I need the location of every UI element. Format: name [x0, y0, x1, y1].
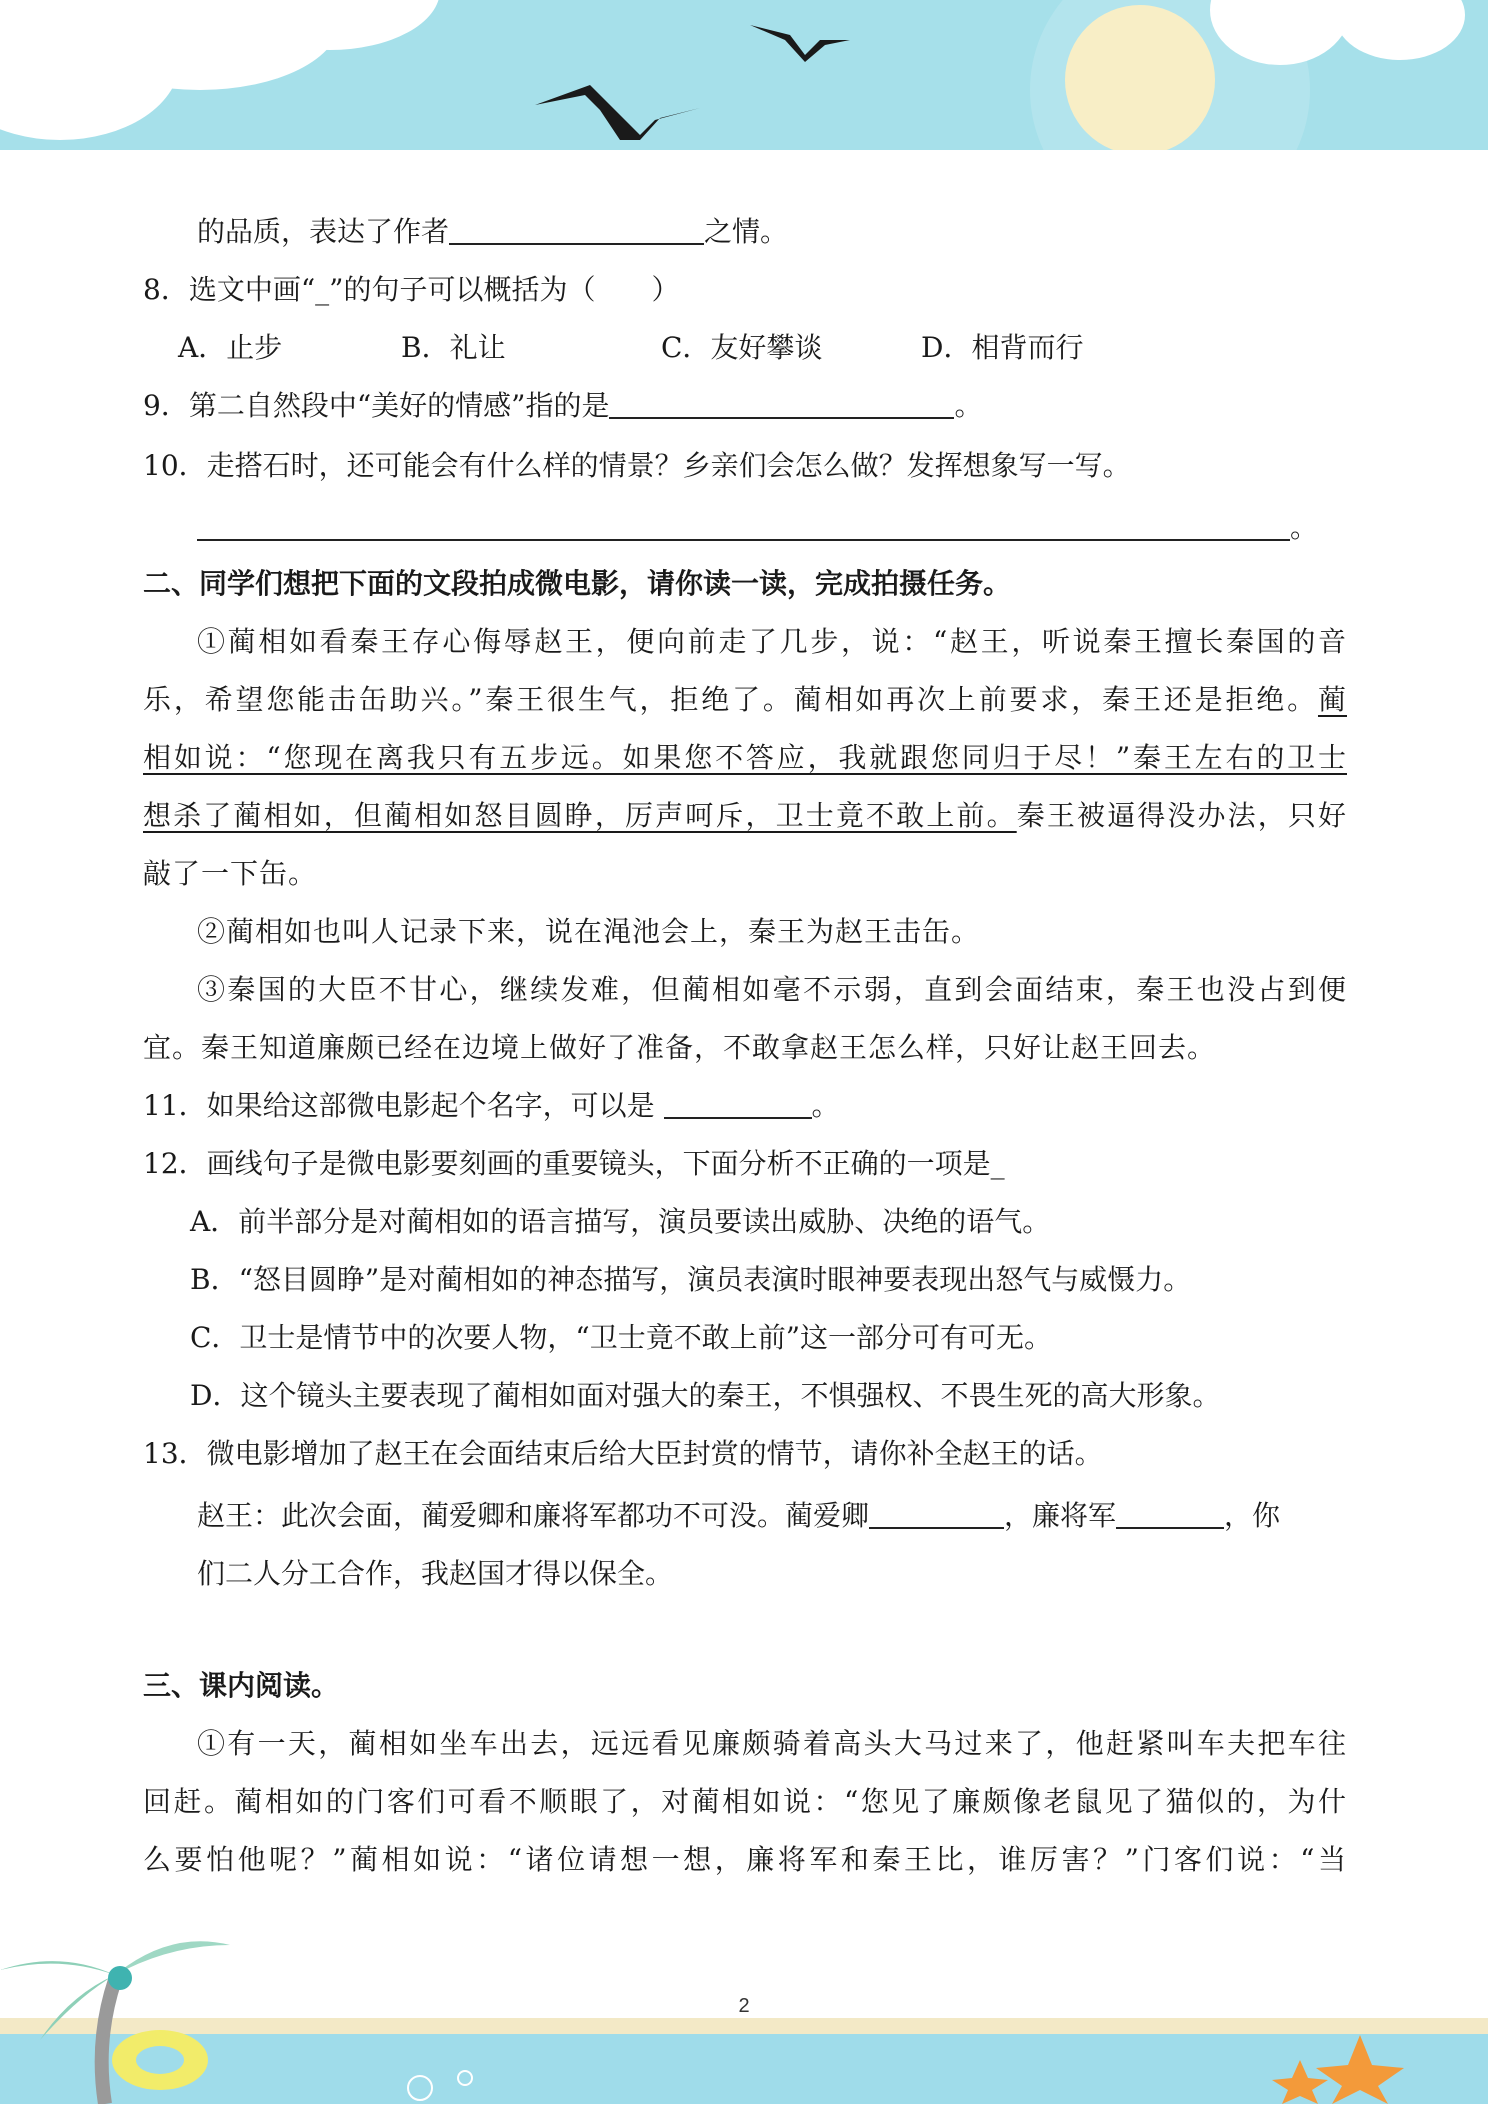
option-c[interactable]: C．友好攀谈 [661, 331, 823, 364]
passage-line: 想杀了蔺相如，但蔺相如怒目圆睁，厉声呵斥，卫士竟不敢上前。秦王被逼得没办法，只好 [143, 799, 1347, 832]
underlined-passage-line: 相如说：“您现在离我只有五步远。如果您不答应，我就跟您同归于尽！”秦王左右的卫士 [143, 741, 1347, 774]
answer-blank[interactable] [1116, 1497, 1224, 1529]
passage-line: ②蔺相如也叫人记录下来，说在渑池会上，秦王为赵王击缶。 [197, 915, 981, 948]
q12-option-a[interactable]: A．前半部分是对蔺相如的语言描写，演员要读出威胁、决绝的语气。 [190, 1205, 1051, 1238]
q8-stem: 8．选文中画“_”的句子可以概括为（ ） [143, 273, 680, 306]
answer-blank[interactable] [197, 509, 1290, 541]
section2-title: 二、同学们想把下面的文段拍成微电影，请你读一读，完成拍摄任务。 [143, 567, 1012, 600]
answer-blank[interactable] [609, 387, 954, 419]
q12-option-d[interactable]: D．这个镜头主要表现了蔺相如面对强大的秦王，不惧强权、不畏生死的高大形象。 [190, 1379, 1221, 1412]
q12-option-b[interactable]: B．“怒目圆睁”是对蔺相如的神态描写，演员表演时眼神要表现出怒气与威慑力。 [190, 1263, 1192, 1296]
q11: 11．如果给这部微电影起个名字，可以是 。 [143, 1089, 840, 1122]
page-number: 2 [738, 1995, 750, 2017]
q12-option-c[interactable]: C．卫士是情节中的次要人物，“卫士竟不敢上前”这一部分可有可无。 [190, 1321, 1053, 1354]
q10-answer-line: 。 [197, 508, 1318, 548]
option-a[interactable]: A．止步 [178, 331, 283, 364]
q7-tail: 的品质，表达了作者 之情。 [197, 215, 789, 248]
passage-line: 回赶。蔺相如的门客们可看不顺眼了，对蔺相如说：“您见了廉颇像老鼠见了猫似的，为什 [143, 1785, 1347, 1818]
passage-line: 敲了一下缶。 [143, 857, 318, 890]
passage-line: 乐，希望您能击缶助兴。”秦王很生气，拒绝了。蔺相如再次上前要求，秦王还是拒绝。蔺 [143, 683, 1347, 716]
q8-options [178, 328, 1083, 368]
section3-title: 三、课内阅读。 [143, 1669, 340, 1702]
q9: 9．第二自然段中“美好的情感”指的是 。 [143, 389, 983, 422]
passage-line: 么要怕他呢？”蔺相如说：“诸位请想一想，廉将军和秦王比，谁厉害？”门客们说：“当 [143, 1843, 1347, 1876]
header-sky-banner [0, 0, 1488, 170]
q13-dialogue: 赵王：此次会面，蔺爱卿和廉将军都功不可没。蔺爱卿 ，廉将军 ，你 [197, 1499, 1281, 1532]
q13-dialogue-tail: 们二人分工合作，我赵国才得以保全。 [197, 1557, 674, 1590]
q13-stem: 13．微电影增加了赵王在会面结束后给大臣封赏的情节，请你补全赵王的话。 [143, 1437, 1103, 1470]
answer-blank[interactable] [664, 1087, 812, 1119]
passage-line: ③秦国的大臣不甘心，继续发难，但蔺相如毫不示弱，直到会面结束，秦王也没占到便 [197, 973, 1347, 1006]
option-d[interactable]: D．相背而行 [921, 331, 1084, 364]
option-b[interactable]: B．礼让 [401, 331, 506, 364]
passage-line: ①蔺相如看秦王存心侮辱赵王，便向前走了几步，说：“赵王，听说秦王擅长秦国的音 [197, 625, 1347, 658]
passage-line: 宜。秦王知道廉颇已经在边境上做好了准备，不敢拿赵王怎么样，只好让赵王回去。 [143, 1031, 1217, 1064]
passage-line: ①有一天，蔺相如坐车出去，远远看见廉颇骑着高头大马过来了，他赶紧叫车夫把车往 [197, 1727, 1347, 1760]
q12-stem: 12．画线句子是微电影要刻画的重要镜头，下面分析不正确的一项是_ [143, 1147, 1005, 1180]
answer-blank[interactable] [869, 1497, 1004, 1529]
answer-blank[interactable] [449, 213, 704, 245]
q10-stem: 10．走搭石时，还可能会有什么样的情景？乡亲们会怎么做？发挥想象写一写。 [143, 449, 1131, 482]
